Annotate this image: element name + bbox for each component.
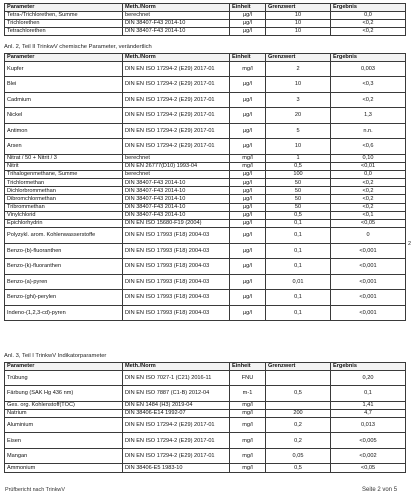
cell-method: DIN EN ISO 17993 (F18) 2004-03 — [123, 259, 230, 275]
table-row — [5, 19, 406, 27]
cell-parameter: Färbung (SAK Hg 436 nm) — [5, 386, 123, 402]
cell-result: <0,6 — [331, 139, 406, 155]
cell-unit: µg/l — [230, 211, 266, 219]
table-row — [5, 433, 406, 449]
cell-method: DIN EN ISO 17294-2 (E29) 2017-01 — [123, 61, 230, 77]
cell-limit: 50 — [266, 187, 331, 195]
table-row — [5, 92, 406, 108]
cell-parameter: Dibromchlormethan — [5, 195, 123, 203]
cell-result: 0,0 — [331, 11, 406, 19]
cell-method: DIN 38406-E5 1983-10 — [123, 464, 230, 472]
cell-method: DIN EN ISO 7887 (C1-B) 2012-04 — [123, 386, 230, 402]
cell-result: <0,05 — [331, 464, 406, 472]
cell-method: DIN 38407-F43 2014-10 — [123, 179, 230, 187]
cell-limit: 0,1 — [266, 290, 331, 306]
cell-result: 0,20 — [331, 370, 406, 386]
cell-result: 4,7 — [331, 409, 406, 417]
cell-method: DIN EN ISO 17294-2 (E29) 2017-01 — [123, 108, 230, 124]
cell-method: DIN 38407-F43 2014-10 — [123, 27, 230, 35]
cell-method: DIN EN ISO 17294-2 (E29) 2017-01 — [123, 92, 230, 108]
cell-parameter: Cadmium — [5, 92, 123, 108]
table-row — [5, 274, 406, 290]
column-header-unit: Einheit — [230, 54, 266, 62]
table-row — [5, 370, 406, 386]
table-row — [5, 154, 406, 162]
cell-limit: 0,1 — [266, 243, 331, 259]
table-row — [5, 187, 406, 195]
cell-result: <0,2 — [331, 92, 406, 108]
cell-result: <0,2 — [331, 187, 406, 195]
cell-result: <0,3 — [331, 77, 406, 93]
table-chemical-parameters — [4, 53, 406, 321]
cell-unit: µg/l — [230, 92, 266, 108]
cell-parameter: Arsen — [5, 139, 123, 155]
cell-limit: 200 — [266, 409, 331, 417]
cell-result: <0,2 — [331, 27, 406, 35]
cell-result: <0,2 — [331, 19, 406, 27]
cell-method: DIN EN 1484 (H3) 2019-04 — [123, 401, 230, 409]
cell-limit: 0,1 — [266, 259, 331, 275]
table-row — [5, 139, 406, 155]
table-row — [5, 305, 406, 321]
cell-unit: µg/l — [230, 179, 266, 187]
cell-unit: mg/l — [230, 417, 266, 433]
table-row — [5, 464, 406, 472]
table-row — [5, 170, 406, 178]
cell-unit: mg/l — [230, 448, 266, 464]
cell-method: DIN 38406-E14 1992-07 — [123, 409, 230, 417]
table-row — [5, 179, 406, 187]
cell-result: <0,001 — [331, 259, 406, 275]
cell-result: n.n. — [331, 123, 406, 139]
cell-parameter: Benzo-(ghi)-perylen — [5, 290, 123, 306]
cell-method: DIN EN ISO 15680-F19 (2004) — [123, 220, 230, 228]
table-header — [5, 4, 406, 12]
cell-result: 0,1 — [331, 386, 406, 402]
cell-parameter: Trichlorethen — [5, 19, 123, 27]
cell-limit: 3 — [266, 92, 331, 108]
cell-unit: mg/l — [230, 401, 266, 409]
cell-limit: 0,1 — [266, 220, 331, 228]
cell-limit: 10 — [266, 139, 331, 155]
section-title-indicator-parameters: Anl. 3, Teil I TrinkwV Indikatorparameter — [4, 353, 107, 359]
section-title-chemical-parameters: Anl. 2, Teil II TrinkwV chemische Parameter, verändertlich — [4, 44, 152, 50]
cell-method: DIN 38407-F43 2014-10 — [123, 19, 230, 27]
cell-limit — [266, 370, 331, 386]
table-row — [5, 290, 406, 306]
side-annotation: 2 — [408, 241, 411, 247]
column-header-parameter: Parameter — [5, 4, 123, 12]
cell-method: DIN EN ISO 17294-2 (E29) 2017-01 — [123, 139, 230, 155]
cell-limit: 10 — [266, 19, 331, 27]
table-row — [5, 220, 406, 228]
cell-limit: 0,5 — [266, 162, 331, 170]
table-row — [5, 203, 406, 211]
cell-unit: µg/l — [230, 187, 266, 195]
table-row — [5, 243, 406, 259]
cell-result: <0,001 — [331, 305, 406, 321]
cell-result: <0,001 — [331, 290, 406, 306]
cell-method: DIN EN ISO 17993 (F18) 2004-03 — [123, 243, 230, 259]
cell-unit: µg/l — [230, 290, 266, 306]
table-header — [5, 54, 406, 62]
column-header-limit: Grenzwert — [266, 4, 331, 12]
cell-limit: 50 — [266, 179, 331, 187]
table-row — [5, 448, 406, 464]
cell-limit — [266, 401, 331, 409]
table-row — [5, 228, 406, 244]
table-row — [5, 108, 406, 124]
table-row — [5, 259, 406, 275]
cell-method: berechnet — [123, 11, 230, 19]
cell-method: DIN 38407-F43 2014-10 — [123, 203, 230, 211]
column-header-unit: Einheit — [230, 363, 266, 371]
cell-result: 0,0 — [331, 170, 406, 178]
cell-unit: µg/l — [230, 123, 266, 139]
column-header-unit: Einheit — [230, 4, 266, 12]
table-row — [5, 61, 406, 77]
cell-limit: 0,5 — [266, 464, 331, 472]
table-row — [5, 401, 406, 409]
cell-result: 0,013 — [331, 417, 406, 433]
cell-unit: µg/l — [230, 170, 266, 178]
cell-limit: 20 — [266, 108, 331, 124]
column-header-result: Ergebnis — [331, 363, 406, 371]
cell-parameter: Nitrit — [5, 162, 123, 170]
cell-parameter: Benzo-(a)-pyren — [5, 274, 123, 290]
cell-limit: 100 — [266, 170, 331, 178]
cell-limit: 1 — [266, 154, 331, 162]
cell-parameter: Trihalogenmethane, Summe — [5, 170, 123, 178]
cell-unit: mg/l — [230, 162, 266, 170]
cell-unit: mg/l — [230, 61, 266, 77]
column-header-result: Ergebnis — [331, 54, 406, 62]
cell-unit: µg/l — [230, 195, 266, 203]
cell-parameter: Aluminium — [5, 417, 123, 433]
cell-limit: 2 — [266, 61, 331, 77]
cell-unit: µg/l — [230, 11, 266, 19]
cell-unit: m-1 — [230, 386, 266, 402]
cell-unit: mg/l — [230, 433, 266, 449]
cell-limit: 0,5 — [266, 211, 331, 219]
cell-method: DIN EN ISO 17294-2 (E29) 2017-01 — [123, 123, 230, 139]
cell-method: berechnet — [123, 170, 230, 178]
table-row — [5, 27, 406, 35]
cell-result: <0,1 — [331, 211, 406, 219]
cell-method: DIN EN ISO 17294-2 (E29) 2017-01 — [123, 77, 230, 93]
cell-method: DIN EN ISO 17993 (F18) 2004-03 — [123, 290, 230, 306]
cell-result: <0,002 — [331, 448, 406, 464]
cell-parameter: Benzo-(b)-fluoranthen — [5, 243, 123, 259]
cell-method: DIN EN ISO 17993 (F18) 2004-03 — [123, 305, 230, 321]
column-header-result: Ergebnis — [331, 4, 406, 12]
cell-parameter: Dichlorbrommethan — [5, 187, 123, 195]
cell-unit: µg/l — [230, 77, 266, 93]
cell-limit: 10 — [266, 27, 331, 35]
cell-result: <0,2 — [331, 195, 406, 203]
cell-parameter: Blei — [5, 77, 123, 93]
column-header-limit: Grenzwert — [266, 54, 331, 62]
cell-parameter: Ges. org. Kohlenstoff(TOC) — [5, 401, 123, 409]
cell-result: 0 — [331, 228, 406, 244]
cell-result: <0,01 — [331, 162, 406, 170]
cell-method: DIN EN 26777(D10) 1993-04 — [123, 162, 230, 170]
table-row — [5, 417, 406, 433]
cell-limit: 10 — [266, 77, 331, 93]
cell-limit: 5 — [266, 123, 331, 139]
footer-page-number: Seite 2 von 5 — [362, 487, 398, 493]
table-row — [5, 123, 406, 139]
cell-limit: 50 — [266, 203, 331, 211]
cell-result: 1,41 — [331, 401, 406, 409]
cell-parameter: Eisen — [5, 433, 123, 449]
cell-parameter: Epichlorhydrin — [5, 220, 123, 228]
cell-result: <0,05 — [331, 220, 406, 228]
cell-limit: 0,2 — [266, 417, 331, 433]
cell-parameter: Tribrommethan — [5, 203, 123, 211]
table-row — [5, 77, 406, 93]
cell-limit: 0,5 — [266, 386, 331, 402]
cell-unit: µg/l — [230, 228, 266, 244]
table-row — [5, 386, 406, 402]
cell-result: <0,001 — [331, 243, 406, 259]
cell-unit: µg/l — [230, 274, 266, 290]
column-header-parameter: Parameter — [5, 54, 123, 62]
cell-limit: 0,1 — [266, 305, 331, 321]
cell-result: 0,003 — [331, 61, 406, 77]
table-row — [5, 211, 406, 219]
cell-method: DIN EN ISO 17294-2 (E29) 2017-01 — [123, 448, 230, 464]
cell-method: DIN EN ISO 17993 (F18) 2004-03 — [123, 274, 230, 290]
cell-parameter: Kupfer — [5, 61, 123, 77]
cell-unit: µg/l — [230, 27, 266, 35]
cell-method: berechnet — [123, 154, 230, 162]
cell-method: DIN EN ISO 17294-2 (E29) 2017-01 — [123, 433, 230, 449]
table-row — [5, 409, 406, 417]
cell-parameter: Antimon — [5, 123, 123, 139]
cell-parameter: Nickel — [5, 108, 123, 124]
cell-parameter: Mangan — [5, 448, 123, 464]
cell-limit: 0,05 — [266, 448, 331, 464]
cell-unit: µg/l — [230, 19, 266, 27]
cell-parameter: Benzo-(k)-fluoranthen — [5, 259, 123, 275]
column-header-parameter: Parameter — [5, 363, 123, 371]
cell-limit: 0,2 — [266, 433, 331, 449]
table-header — [5, 363, 406, 371]
table-tce-pce — [4, 3, 406, 36]
table-indicator-parameters — [4, 362, 406, 473]
cell-result: <0,005 — [331, 433, 406, 449]
cell-parameter: Tetra-/Trichlorethen, Summe — [5, 11, 123, 19]
cell-method: DIN 38407-F43 2014-10 — [123, 187, 230, 195]
cell-parameter: Indeno-(1,2,3-cd)-pyren — [5, 305, 123, 321]
cell-method: DIN EN ISO 7027-1 (C21) 2016-11 — [123, 370, 230, 386]
table-row — [5, 195, 406, 203]
cell-limit: 0,1 — [266, 228, 331, 244]
cell-unit: µg/l — [230, 220, 266, 228]
column-header-limit: Grenzwert — [266, 363, 331, 371]
cell-parameter: Nitrat / 50 + Nitrit / 3 — [5, 154, 123, 162]
cell-unit: mg/l — [230, 154, 266, 162]
cell-unit: µg/l — [230, 203, 266, 211]
cell-result: 0,10 — [331, 154, 406, 162]
cell-limit: 10 — [266, 11, 331, 19]
cell-unit: mg/l — [230, 409, 266, 417]
cell-result: <0,001 — [331, 274, 406, 290]
cell-parameter: Natrium — [5, 409, 123, 417]
column-header-method: Meth./Norm — [123, 54, 230, 62]
cell-parameter: Tetrachlorethen — [5, 27, 123, 35]
cell-parameter: Ammonium — [5, 464, 123, 472]
cell-limit: 0,01 — [266, 274, 331, 290]
cell-method: DIN EN ISO 17294-2 (E29) 2017-01 — [123, 417, 230, 433]
cell-unit: µg/l — [230, 139, 266, 155]
table-row — [5, 11, 406, 19]
column-header-method: Meth./Norm — [123, 363, 230, 371]
cell-unit: mg/l — [230, 464, 266, 472]
cell-unit: µg/l — [230, 243, 266, 259]
cell-result: <0,2 — [331, 203, 406, 211]
cell-result: 1,3 — [331, 108, 406, 124]
cell-parameter: Trübung — [5, 370, 123, 386]
cell-parameter: Vinylchlorid — [5, 211, 123, 219]
cell-unit: FNU — [230, 370, 266, 386]
cell-method: DIN 38407-F43 2014-10 — [123, 195, 230, 203]
cell-limit: 50 — [266, 195, 331, 203]
cell-unit: µg/l — [230, 305, 266, 321]
cell-method: DIN EN ISO 17993 (F18) 2004-03 — [123, 228, 230, 244]
footer-report-name: Prüfbericht nach TrinkwV — [5, 487, 65, 493]
cell-result: <0,2 — [331, 179, 406, 187]
cell-method: DIN 38407-F43 2014-10 — [123, 211, 230, 219]
cell-unit: µg/l — [230, 259, 266, 275]
column-header-method: Meth./Norm — [123, 4, 230, 12]
cell-parameter: Polyzykl. arom. Kohlenwasserstoffe — [5, 228, 123, 244]
table-row — [5, 162, 406, 170]
cell-unit: µg/l — [230, 108, 266, 124]
cell-parameter: Trichlormethan — [5, 179, 123, 187]
